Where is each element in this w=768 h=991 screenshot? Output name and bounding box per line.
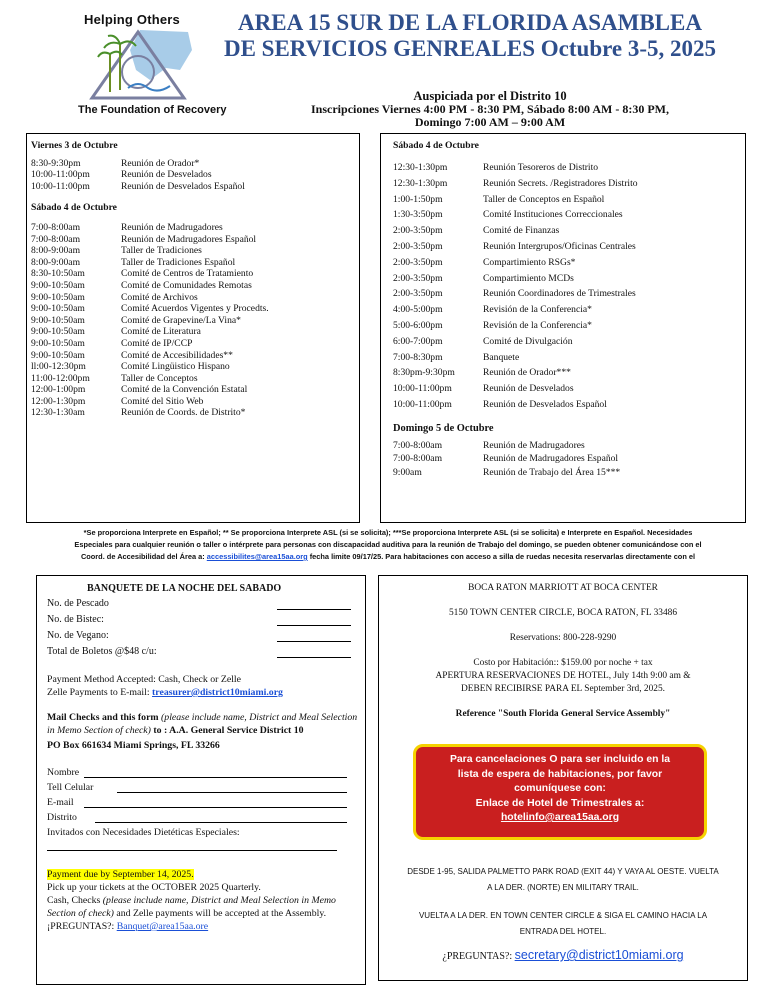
event-time: 9:00-10:50am xyxy=(31,349,85,361)
event-name: Comité de IP/CCP xyxy=(121,337,193,349)
friday-events xyxy=(31,158,269,193)
event-time: 8:00-9:00am xyxy=(31,256,81,268)
hotel-opening-1: APERTURA RESERVACIONES DE HOTEL, July 14th 9:00 am & xyxy=(435,671,691,681)
form-field-label: Nombre xyxy=(47,767,80,778)
schedule-row xyxy=(31,338,269,350)
quantity-field[interactable] xyxy=(47,613,367,629)
schedule-row xyxy=(393,239,638,255)
event-time: 9:00-10:50am xyxy=(31,291,85,303)
event-time: 10:00-11:00pm xyxy=(31,169,90,181)
schedule-row xyxy=(31,350,269,362)
note-line-2: Especiales para cualquier reunión o taller o intérprete para personas con discapacidad auditiva para la reunión de Trabajo del domingo, se pueden obtener comunicándose con el xyxy=(74,540,702,549)
schedule-row xyxy=(31,169,269,181)
hotel-cost: Costo por Habitación:: $159.00 por noche + tax xyxy=(473,658,653,668)
saturday-events xyxy=(31,222,269,419)
event-name: Reunión de Orador* xyxy=(121,157,200,169)
schedule-left xyxy=(31,140,269,419)
schedule-row xyxy=(393,439,638,453)
schedule-row xyxy=(31,234,269,246)
hotel-reservations: Reservations: 800-228-9290 xyxy=(509,633,617,643)
form-field[interactable] xyxy=(47,811,367,826)
schedule-row xyxy=(393,365,638,381)
event-name: Reunión de Madrugadores Español xyxy=(483,453,619,465)
schedule-row xyxy=(31,245,269,257)
schedule-row xyxy=(31,315,269,327)
event-time: 8:30-9:30pm xyxy=(31,157,81,169)
schedule-row xyxy=(393,223,638,239)
hotel-info xyxy=(379,582,747,721)
event-time: 2:00-3:50pm xyxy=(393,240,443,252)
sunday-events xyxy=(393,439,638,480)
event-name: Comité Lingüistico Hispano xyxy=(121,361,230,373)
accessibility-email-link[interactable]: accessibilites@area15aa.org xyxy=(206,552,308,561)
schedule-row xyxy=(393,318,638,334)
schedule-row xyxy=(393,286,638,302)
event-name: Reunión de Desvelados Español xyxy=(121,180,245,192)
event-name: Taller de Conceptos xyxy=(121,372,198,384)
schedule-row xyxy=(31,384,269,396)
event-name: Reunión de Desvelados Español xyxy=(483,398,607,410)
event-time: 8:00-9:00am xyxy=(31,245,81,257)
event-time: 7:00-8:00am xyxy=(393,439,443,451)
schedule-row xyxy=(31,326,269,338)
event-time: 8:30-10:50am xyxy=(31,268,85,280)
event-name: Comité del Sitio Web xyxy=(121,395,204,407)
cash-text: Cash, Checks (please include name, District and Meal Selection in Memo Section of check) and Zelle payments will be accepted at the Assembly. xyxy=(47,895,336,919)
event-time: 10:00-11:00pm xyxy=(393,383,452,395)
event-name: Reunión de Madrugadores xyxy=(483,439,585,451)
schedule-row xyxy=(31,268,269,280)
banquet-questions: ¡PREGUNTAS?: Banquet@area15aa.ore xyxy=(47,921,209,932)
event-time: 2:00-3:50pm xyxy=(393,256,443,268)
schedule-row xyxy=(31,396,269,408)
zelle-line: Zelle Payments to E-mail: treasurer@district10miami.org xyxy=(47,687,283,698)
day-heading: Domingo 5 de Octubre xyxy=(393,422,494,434)
schedule-row xyxy=(393,192,638,208)
event-name: Reunión Intergrupos/Oficinas Centrales xyxy=(483,240,636,252)
event-time: 4:00-5:00pm xyxy=(393,304,443,316)
schedule-row xyxy=(393,160,638,176)
event-time: 11:00-12:00pm xyxy=(31,372,90,384)
banquet-email-link[interactable]: Banquet@area15aa.ore xyxy=(116,921,209,932)
payment-due: Payment due by September 14, 2025. xyxy=(47,869,194,880)
form-field-label: E-mail xyxy=(47,797,74,808)
quantity-label: No. de Vegano: xyxy=(47,630,109,641)
event-name: Revisión de la Conferencia* xyxy=(483,304,592,316)
quantity-field[interactable] xyxy=(47,629,367,645)
event-name: Comité de Archivos xyxy=(121,291,198,303)
event-name: Comité de Grapevine/La Vina* xyxy=(121,314,241,326)
schedule-row xyxy=(393,334,638,350)
event-time: 7:00-8:00am xyxy=(393,453,443,465)
event-name: Comité de Literatura xyxy=(121,326,201,338)
logo-top-text: Helping Others xyxy=(84,12,180,27)
form-field[interactable] xyxy=(47,781,367,796)
banquet-form xyxy=(47,582,367,933)
directions: DESDE 1-95, SALIDA PALMETTO PARK ROAD (EXIT 44) Y VAYA AL OESTE. VUELTA A LA DER. (NORTE) EN MILITARY TRAIL. VUELTA A LA DER. EN TOWN CENTER CIRCLE & SIGA EL CAMINO HACIA LA ENTRADA DEL HOTEL. xyxy=(407,867,719,936)
page-title: AREA 15 SUR DE LA FLORIDA ASAMBLEA DE SERVICIOS GENREALES Octubre 3-5, 2025 xyxy=(223,10,717,61)
schedule-row xyxy=(393,255,638,271)
event-time: 2:00-3:50pm xyxy=(393,272,443,284)
event-name: Compartimiento MCDs xyxy=(483,272,574,284)
event-time: 2:00-3:50pm xyxy=(393,288,443,300)
event-name: Reunión de Desvelados xyxy=(483,383,574,395)
event-time: 7:00-8:00am xyxy=(31,233,81,245)
payment-methods: Payment Method Accepted: Cash, Check or Zelle xyxy=(47,674,241,685)
day-heading: Sábado 4 de Octubre xyxy=(31,202,117,214)
event-name: Reunión Secrets. /Registradores Distrito xyxy=(483,177,638,189)
event-time: 9:00-10:50am xyxy=(31,303,85,315)
schedule-box-left xyxy=(26,133,360,523)
hotel-box xyxy=(378,575,748,981)
event-time: 10:00-11:00pm xyxy=(393,398,452,410)
event-name: Reunión de Coords. de Distrito* xyxy=(121,407,246,419)
schedule-row xyxy=(31,280,269,292)
banquet-box xyxy=(36,575,366,985)
note-line-3: Coord. de Accesibilidad del Área a: accessibilites@area15aa.org fecha limite 09/17/25. Para habitaciones con acceso a silla de ruedas necesita reservarlas directamente con el xyxy=(80,552,696,561)
event-name: Comité de Finanzas xyxy=(483,225,560,237)
event-name: Compartimiento RSGs* xyxy=(483,256,576,268)
event-time: 10:00-11:00pm xyxy=(31,180,90,192)
hotel-address: 5150 TOWN CENTER CIRCLE, BOCA RATON, FL 33486 xyxy=(448,608,678,618)
event-time: 9:00-10:50am xyxy=(31,279,85,291)
logo xyxy=(70,10,227,122)
form-field[interactable] xyxy=(47,796,367,811)
form-field-label: Tell Celular xyxy=(47,782,94,793)
schedule-row xyxy=(31,303,269,315)
hotel-name: BOCA RATON MARRIOTT AT BOCA CENTER xyxy=(468,583,658,593)
event-time: 2:00-3:50pm xyxy=(393,225,443,237)
registration-line-2: Domingo 7:00 AM – 9:00 AM xyxy=(414,115,566,129)
event-name: Comité de Accesibilidades** xyxy=(121,349,233,361)
event-time: 12:00-1:00pm xyxy=(31,384,86,396)
event-time: 12:30-1:30pm xyxy=(393,162,448,173)
event-time: 9:00-10:50am xyxy=(31,326,85,338)
header-info xyxy=(280,90,700,129)
schedule-row xyxy=(393,466,638,480)
schedule-row xyxy=(31,373,269,385)
secretary-email-link[interactable]: secretary@district10miami.org xyxy=(514,948,684,962)
event-name: Reunión Tesoreros de Distrito xyxy=(483,162,599,173)
event-name: Banquete xyxy=(483,351,520,363)
schedule-row xyxy=(393,176,638,192)
quantity-label: No. de Pescado xyxy=(47,598,109,609)
schedule-row xyxy=(393,207,638,223)
event-name: Comité de Centros de Tratamiento xyxy=(121,268,254,280)
event-time: 7:00-8:30pm xyxy=(393,351,443,363)
event-name: Comité de la Convención Estatal xyxy=(121,384,248,396)
hotel-opening-2: DEBEN RECIBIRSE PARA EL September 3rd, 2025. xyxy=(461,684,665,694)
event-time: 9:00-10:50am xyxy=(31,337,85,349)
schedule-row xyxy=(393,302,638,318)
event-name: Comité Instituciones Correccionales xyxy=(483,209,623,221)
sponsor-text: Auspiciada por el Distrito 10 xyxy=(413,89,567,103)
day-heading: Sábado 4 de Octubre xyxy=(393,140,479,151)
quantity-field[interactable] xyxy=(47,645,367,661)
quantity-label: No. de Bistec: xyxy=(47,614,104,625)
event-time: 12:30-1:30pm xyxy=(393,177,448,189)
event-time: 1:30-3:50pm xyxy=(393,209,443,221)
footnotes xyxy=(28,527,748,563)
note-line-1: *Se proporciona Interprete en Español; ** Se proporciona Interprete ASL (si se solicita); ***Se proporciona Interprete ASL (si se solicita) e Interprete en Español. Necesidades xyxy=(83,528,693,537)
zelle-email-link[interactable]: treasurer@district10miami.org xyxy=(152,687,283,698)
schedule-box-right xyxy=(380,133,746,523)
pickup-text: Pick up your tickets at the OCTOBER 2025 Quarterly. xyxy=(47,882,261,893)
mail-instructions: Mail Checks and this form (please include name, District and Meal Selection in Memo Section of check) to : A.A. General Service District 10 xyxy=(47,712,358,736)
event-name: Comité de Divulgación xyxy=(483,335,573,347)
event-name: Reunión de Madrugadores Español xyxy=(121,233,257,245)
event-name: Reunión de Orador*** xyxy=(483,367,571,379)
hotel-questions: ¿PREGUNTAS?: secretary@district10miami.org xyxy=(442,948,684,962)
event-time: 12:30-1:30am xyxy=(31,407,85,419)
saturday-events xyxy=(393,160,638,413)
dietary-label: Invitados con Necesidades Dietéticas Especiales: xyxy=(47,827,240,838)
schedule-row xyxy=(31,292,269,304)
event-time: 12:00-1:30pm xyxy=(31,395,86,407)
hotel-reference: Reference "South Florida General Service Assembly" xyxy=(455,709,671,719)
logo-bottom-text: The Foundation of Recovery xyxy=(78,104,227,116)
event-time: 5:00-6:00pm xyxy=(393,319,443,331)
schedule-row xyxy=(31,222,269,234)
schedule-row xyxy=(31,407,269,419)
form-field[interactable] xyxy=(47,766,367,781)
event-time: 7:00-8:00am xyxy=(31,221,81,233)
schedule-row xyxy=(393,397,638,413)
mail-address: PO Box 661634 Miami Springs, FL 33266 xyxy=(47,740,220,751)
schedule-row xyxy=(31,361,269,373)
event-time: ll:00-12:30pm xyxy=(31,361,86,373)
event-name: Revisión de la Conferencia* xyxy=(483,319,592,331)
dietary-input[interactable] xyxy=(47,839,367,854)
day-heading: Viernes 3 de Octubre xyxy=(31,140,118,151)
event-name: Reunión Coordinadores de Trimestrales xyxy=(483,288,636,300)
event-name: Reunión de Trabajo del Área 15*** xyxy=(483,466,621,478)
event-name: Comité de Comunidades Remotas xyxy=(121,279,252,291)
event-time: 1:00-1:50pm xyxy=(393,193,443,205)
form-field-label: Distrito xyxy=(47,812,77,823)
banquet-heading: BANQUETE DE LA NOCHE DEL SABADO xyxy=(87,583,282,594)
event-time: 9:00-10:50am xyxy=(31,314,85,326)
event-name: Reunión de Desvelados xyxy=(121,169,212,181)
registration-line-1: Inscripciones Viernes 4:00 PM - 8:30 PM, Sábado 8:00 AM - 8:30 PM, xyxy=(311,102,669,116)
schedule-row xyxy=(31,181,269,193)
event-name: Taller de Tradiciones Español xyxy=(121,256,236,268)
schedule-right xyxy=(393,140,638,479)
hotel-email-link[interactable]: hotelinfo@area15aa.org xyxy=(500,812,620,823)
event-name: Reunión de Madrugadores xyxy=(121,221,223,233)
event-name: Taller de Conceptos en Español xyxy=(483,193,605,205)
schedule-row xyxy=(393,350,638,366)
schedule-row xyxy=(31,257,269,269)
quantity-label: Total de Boletos @$48 c/u: xyxy=(47,646,157,657)
schedule-row xyxy=(393,452,638,466)
schedule-row xyxy=(31,158,269,170)
event-time: 6:00-7:00pm xyxy=(393,335,443,347)
cancellation-box: Para cancelaciones O para ser incluido en la lista de espera de habitaciones, por favor comuníquese con: Enlace de Hotel de Trimestrales a: hotelinfo@area15aa.org xyxy=(413,744,707,840)
event-time: 8:30pm-9:30pm xyxy=(393,367,455,379)
quantity-field[interactable] xyxy=(47,597,367,613)
schedule-row xyxy=(393,381,638,397)
event-time: 9:00am xyxy=(393,466,422,478)
schedule-row xyxy=(393,271,638,287)
event-name: Comité Acuerdos Vigentes y Procedts. xyxy=(121,303,269,315)
event-name: Taller de Tradiciones xyxy=(121,245,202,257)
